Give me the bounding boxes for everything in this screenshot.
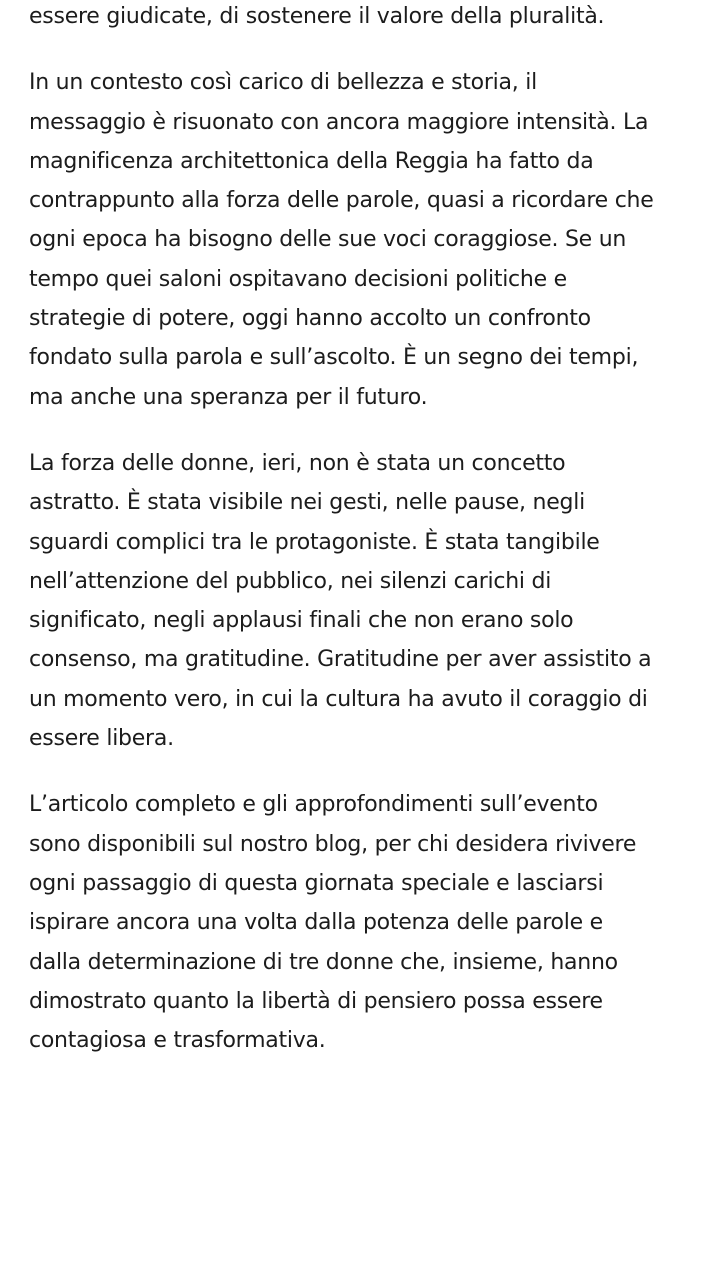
paragraph-2: In un contesto così carico di bellezza e storia, il messaggio è risuonato con ancora maggiore intensità. La magnificenza architettonica della Reggia ha fatto da contrappunto alla forza delle parole, quasi a ricordare che ogni epoca ha bisogno delle sue voci coraggiose. Se un tempo quei saloni ospitavano decisioni politiche e strategie di potere, oggi hanno accolto un confronto fondato sulla parola e sull’ascolto. È un segno dei tempi, ma anche una speranza per il futuro. (29, 70, 654, 410)
paragraph-4: L’articolo completo e gli approfondimenti sull’evento sono disponibili sul nostro blog, per chi desidera rivivere ogni passaggio di questa giornata speciale e lasciarsi ispirare ancora una volta dalla potenza delle parole e dalla determinazione di tre donne che, insieme, hanno dimostrato quanto la libertà di pensiero possa essere contagiosa e trasformativa. (29, 792, 637, 1054)
article-body (29, 0, 697, 1087)
paragraph-1: essere giudicate, di sostenere il valore della pluralità. (29, 4, 605, 29)
paragraph-3: La forza delle donne, ieri, non è stata un concetto astratto. È stata visibile nei gesti, nelle pause, negli sguardi complici tra le protagoniste. È stata tangibile nell’attenzione del pubblico, nei silenzi carichi di significato, negli applausi finali che non erano solo consenso, ma gratitudine. Gratitudine per aver assistito a un momento vero, in cui la cultura ha avuto il coraggio di essere libera. (29, 450, 652, 752)
